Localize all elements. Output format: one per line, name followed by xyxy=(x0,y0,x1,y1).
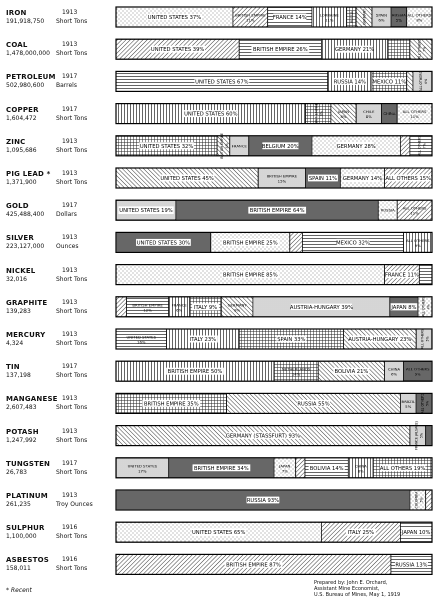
row-unit: Ounces xyxy=(56,243,79,251)
row-year: 1913 xyxy=(62,9,78,16)
segment-label: BOLIVIA 14% xyxy=(309,465,344,472)
segment-label: GERMANY (STASSFURT) 93% xyxy=(225,433,301,440)
segment-label: BRITISH EMPIRE 26% xyxy=(252,47,308,54)
segment-label: ALL OTHERS 9% xyxy=(405,366,430,377)
segment-label: BRITISH EMPIRE 35% xyxy=(143,401,199,408)
row-name: PIG LEAD * xyxy=(6,170,51,178)
segment-label: FRANCE 11% xyxy=(385,272,419,279)
row-unit: Barrels xyxy=(56,82,77,90)
segment-label: GERMANY 21% xyxy=(335,47,375,54)
row-name: SILVER xyxy=(6,234,34,243)
bar-segment xyxy=(426,426,432,446)
segment-label: ALL OTHERS6% xyxy=(419,71,429,92)
segment-label: UNITED STATES 65% xyxy=(191,530,246,537)
row-name: ZINC xyxy=(6,137,26,146)
segment-label: GERMANY 14% xyxy=(342,176,383,182)
segment-label: GERMANY 9% xyxy=(227,302,247,313)
segment-label: ALL OTHERS 11% xyxy=(402,205,427,216)
segment-label: JAPAN 7% xyxy=(279,463,291,474)
segment-label: MEXICO 32% xyxy=(336,240,370,247)
segment-label: CHINA xyxy=(383,111,396,117)
row-unit: Short Tons xyxy=(56,114,88,122)
segment-label: BRITISH EMPIRE 25% xyxy=(222,240,278,247)
row-year: 1917 xyxy=(62,363,78,371)
row-unit: Short Tons xyxy=(56,50,88,58)
segment-label: BRITISH EMPIRE 34% xyxy=(193,465,249,472)
row-name: TIN xyxy=(6,363,20,372)
segment-label: RUSSIA 13% xyxy=(395,562,428,569)
row-year: 1917 xyxy=(62,73,78,81)
row-name: NICKEL xyxy=(6,266,36,275)
bar-segment xyxy=(407,71,413,91)
segment-label: FRANCE xyxy=(231,143,247,149)
row-unit: Short Tons xyxy=(56,436,88,444)
row-unit: Short Tons xyxy=(56,372,88,380)
row-quantity: 1,247,992 xyxy=(6,436,37,444)
segment-label: ITALY 9% xyxy=(193,304,218,311)
segment-label: CHINA 6% xyxy=(388,366,401,377)
row-year: 1917 xyxy=(62,105,78,113)
segment-label: BRIT. EMPIRE8% xyxy=(314,103,324,124)
segment-label: BRITISH EMPIRE 87% xyxy=(226,562,281,569)
segment-label: BRITISH EMPIRE 64% xyxy=(249,208,305,215)
row-quantity: 139,283 xyxy=(6,307,31,315)
row-year: 1913 xyxy=(62,427,78,435)
row-year: 1917 xyxy=(62,459,78,467)
row-name: MANGANESE xyxy=(6,395,58,404)
segment-label: UNITED STATES 19% xyxy=(119,208,173,215)
row-unit: Short Tons xyxy=(56,468,88,476)
segment-label: SPAIN 6% xyxy=(375,12,387,23)
segment-label: RUSSIA 55% xyxy=(297,401,330,408)
footnote: * Recent xyxy=(6,587,32,594)
segment-label: NETHERLANDS 14% xyxy=(281,366,311,377)
row-name: GOLD xyxy=(6,202,29,211)
row-name: COAL xyxy=(6,41,28,50)
row-name: IRON xyxy=(6,9,27,17)
segment-label: BRITISH EMPIRE4% xyxy=(219,133,229,159)
segment-label: UNITED STATES 45% xyxy=(160,176,214,182)
row-quantity: 2,607,483 xyxy=(6,404,37,412)
segment-label: ALL OTHERS5% xyxy=(420,329,430,349)
row-unit: Short Tons xyxy=(56,307,88,315)
row-unit: Short Tons xyxy=(56,275,88,283)
segment-label: SPAIN 11% xyxy=(308,176,338,182)
segment-label: GERMANY xyxy=(362,9,367,25)
row-year: 1913 xyxy=(62,170,78,177)
segment-label: UNITED STATES 60% xyxy=(184,111,238,118)
segment-label: FRANCE 14% xyxy=(272,15,307,21)
segment-label: BRITISH EMPIRE 12% xyxy=(132,302,163,313)
segment-label: LORRAINE 11% xyxy=(319,12,339,23)
segment-label: UNITED STATES 37% xyxy=(147,15,202,21)
segment-label: RUSSIA 14% xyxy=(333,79,366,86)
segment-label: ITALY 23% xyxy=(189,337,217,343)
row-quantity: 26,783 xyxy=(6,468,27,476)
segment-label: BOLIVIA 21% xyxy=(334,369,369,376)
segment-label: JAPAN 8% xyxy=(337,109,350,120)
row-year: 1913 xyxy=(62,331,78,338)
segment-label: AUSTRIA-HUNGARY 23% xyxy=(348,337,412,343)
segment-label: BRITISH EMPIRE 50% xyxy=(167,369,223,376)
segment-label: ALL OTHERS 11% xyxy=(402,109,427,120)
segment-label: BRITISH EMPIRE 15% xyxy=(266,173,298,184)
segment-label: UNITED STATES 17% xyxy=(127,463,158,474)
segment-label: UNITED STATES 32% xyxy=(139,143,194,150)
segment-label: ALL OTHERS7% xyxy=(417,135,427,156)
segment-label: RUSSIA 93% xyxy=(246,498,280,504)
row-name: COPPER xyxy=(6,105,39,114)
bar-segment xyxy=(426,490,432,510)
bar-segment xyxy=(419,265,432,285)
row-year: 1913 xyxy=(62,234,78,242)
row-quantity: 191,918,750 xyxy=(6,18,45,25)
row-year: 1913 xyxy=(62,395,78,403)
segment-label: RUSSIA xyxy=(349,11,354,23)
row-unit: Troy Ounces xyxy=(56,501,93,508)
segment-label: JAPAN 8% xyxy=(391,304,417,311)
row-year: 1916 xyxy=(62,556,78,564)
row-year: 1913 xyxy=(62,266,78,274)
row-year: 1913 xyxy=(62,298,78,306)
credit-line: U.S. Bureau of Mines, May 1, 1919 xyxy=(314,592,401,598)
bars-group xyxy=(116,7,432,574)
segment-label: SPAIN 33% xyxy=(277,337,306,343)
segment-label: BELGIUM 20% xyxy=(261,143,299,150)
segment-label: BRITISH EMPIRE 85% xyxy=(222,272,278,279)
row-year: 1917 xyxy=(62,202,78,210)
segment-label: ALL OTHERS 19% xyxy=(379,465,426,472)
row-year: 1913 xyxy=(62,41,78,49)
row-name: MERCURY xyxy=(6,331,46,339)
row-name: TUNGSTEN xyxy=(6,459,51,468)
row-quantity: 4,324 xyxy=(6,340,24,347)
row-quantity: 1,095,686 xyxy=(6,146,37,154)
segment-label: UNITED STATES 39% xyxy=(150,47,205,54)
row-quantity: 261,235 xyxy=(6,501,31,508)
row-name: POTASH xyxy=(6,427,39,436)
segment-label: UNITED STATES 67% xyxy=(195,79,249,86)
segment-label: MEXICO 11% xyxy=(372,79,407,86)
bar-segment xyxy=(388,39,410,59)
row-year: 1913 xyxy=(62,492,78,499)
segment-label: AUSTRIA-HUNGARY 39% xyxy=(289,304,353,311)
row-unit: Short Tons xyxy=(56,404,88,412)
segment-label: COLOMBIA5% xyxy=(414,491,424,509)
segment-label: CHINA 8% xyxy=(354,463,367,474)
row-quantity: 1,371,900 xyxy=(6,179,37,186)
bar-segment xyxy=(296,458,305,478)
credit-line: Assistant Mine Economist, xyxy=(314,586,380,592)
segment-label: RUSSIA 5% xyxy=(391,12,406,23)
segment-label: FRANCE (ALSACE)5% xyxy=(414,421,424,450)
row-year: 1913 xyxy=(62,137,78,145)
segment-label: BRAZIL 5% xyxy=(401,398,416,409)
row-name: GRAPHITE xyxy=(6,298,48,307)
row-quantity: 137,198 xyxy=(6,372,31,380)
row-quantity: 158,011 xyxy=(6,565,31,573)
row-unit: Short Tons xyxy=(56,533,88,541)
row-name: PLATINUM xyxy=(6,492,48,500)
row-unit: Short Tons xyxy=(56,18,88,25)
segment-label: ALL OTHERS 8% xyxy=(407,12,432,23)
row-unit: Short Tons xyxy=(56,565,88,573)
row-unit: Dollars xyxy=(56,211,77,219)
row-name: ASBESTOS xyxy=(6,556,49,565)
credit-line: Prepared by: John E. Orchard, xyxy=(314,580,388,586)
row-quantity: 1,604,472 xyxy=(6,114,37,122)
row-unit: Short Tons xyxy=(56,340,88,347)
row-quantity: 1,100,000 xyxy=(6,533,37,541)
row-unit: Short Tons xyxy=(56,179,88,186)
row-unit: Short Tons xyxy=(56,146,88,154)
bar-segment xyxy=(400,136,409,156)
row-quantity: 32,016 xyxy=(6,275,27,283)
segment-label: ALL OTHERS4% xyxy=(421,296,431,317)
segment-label: FRANCE 6% xyxy=(171,302,187,313)
segment-label: JAPAN 10% xyxy=(401,530,431,537)
row-quantity: 1,478,000,000 xyxy=(6,50,50,58)
segment-label: UNITED STATES 30% xyxy=(136,240,191,247)
segment-label: CHILE 8% xyxy=(363,109,375,120)
segment-label: ALL OTHERS5% xyxy=(420,393,430,414)
row-quantity: 502,980,600 xyxy=(6,82,45,90)
segment-label: UNITED STATES 16% xyxy=(126,334,157,345)
segment-label: ITALY 25% xyxy=(347,530,375,537)
segment-label: ALL OTHERS 15% xyxy=(385,176,432,182)
segment-label: RUSSIA xyxy=(380,207,395,213)
segment-label: BRITISH EMPIRE 11% xyxy=(235,12,266,23)
bar-segment xyxy=(116,297,127,317)
row-name: SULPHUR xyxy=(6,524,45,533)
row-quantity: 223,127,000 xyxy=(6,243,45,251)
segment-label: ALL OTHERS 9% xyxy=(405,237,430,248)
segment-label: ALL OTHERS7% xyxy=(417,39,427,60)
row-quantity: 425,488,400 xyxy=(6,211,45,219)
bar-segment xyxy=(290,232,303,252)
segment-label: GERMANY 28% xyxy=(336,143,376,150)
row-name: PETROLEUM xyxy=(6,73,56,82)
credit xyxy=(314,580,400,598)
row-year: 1916 xyxy=(62,524,78,532)
